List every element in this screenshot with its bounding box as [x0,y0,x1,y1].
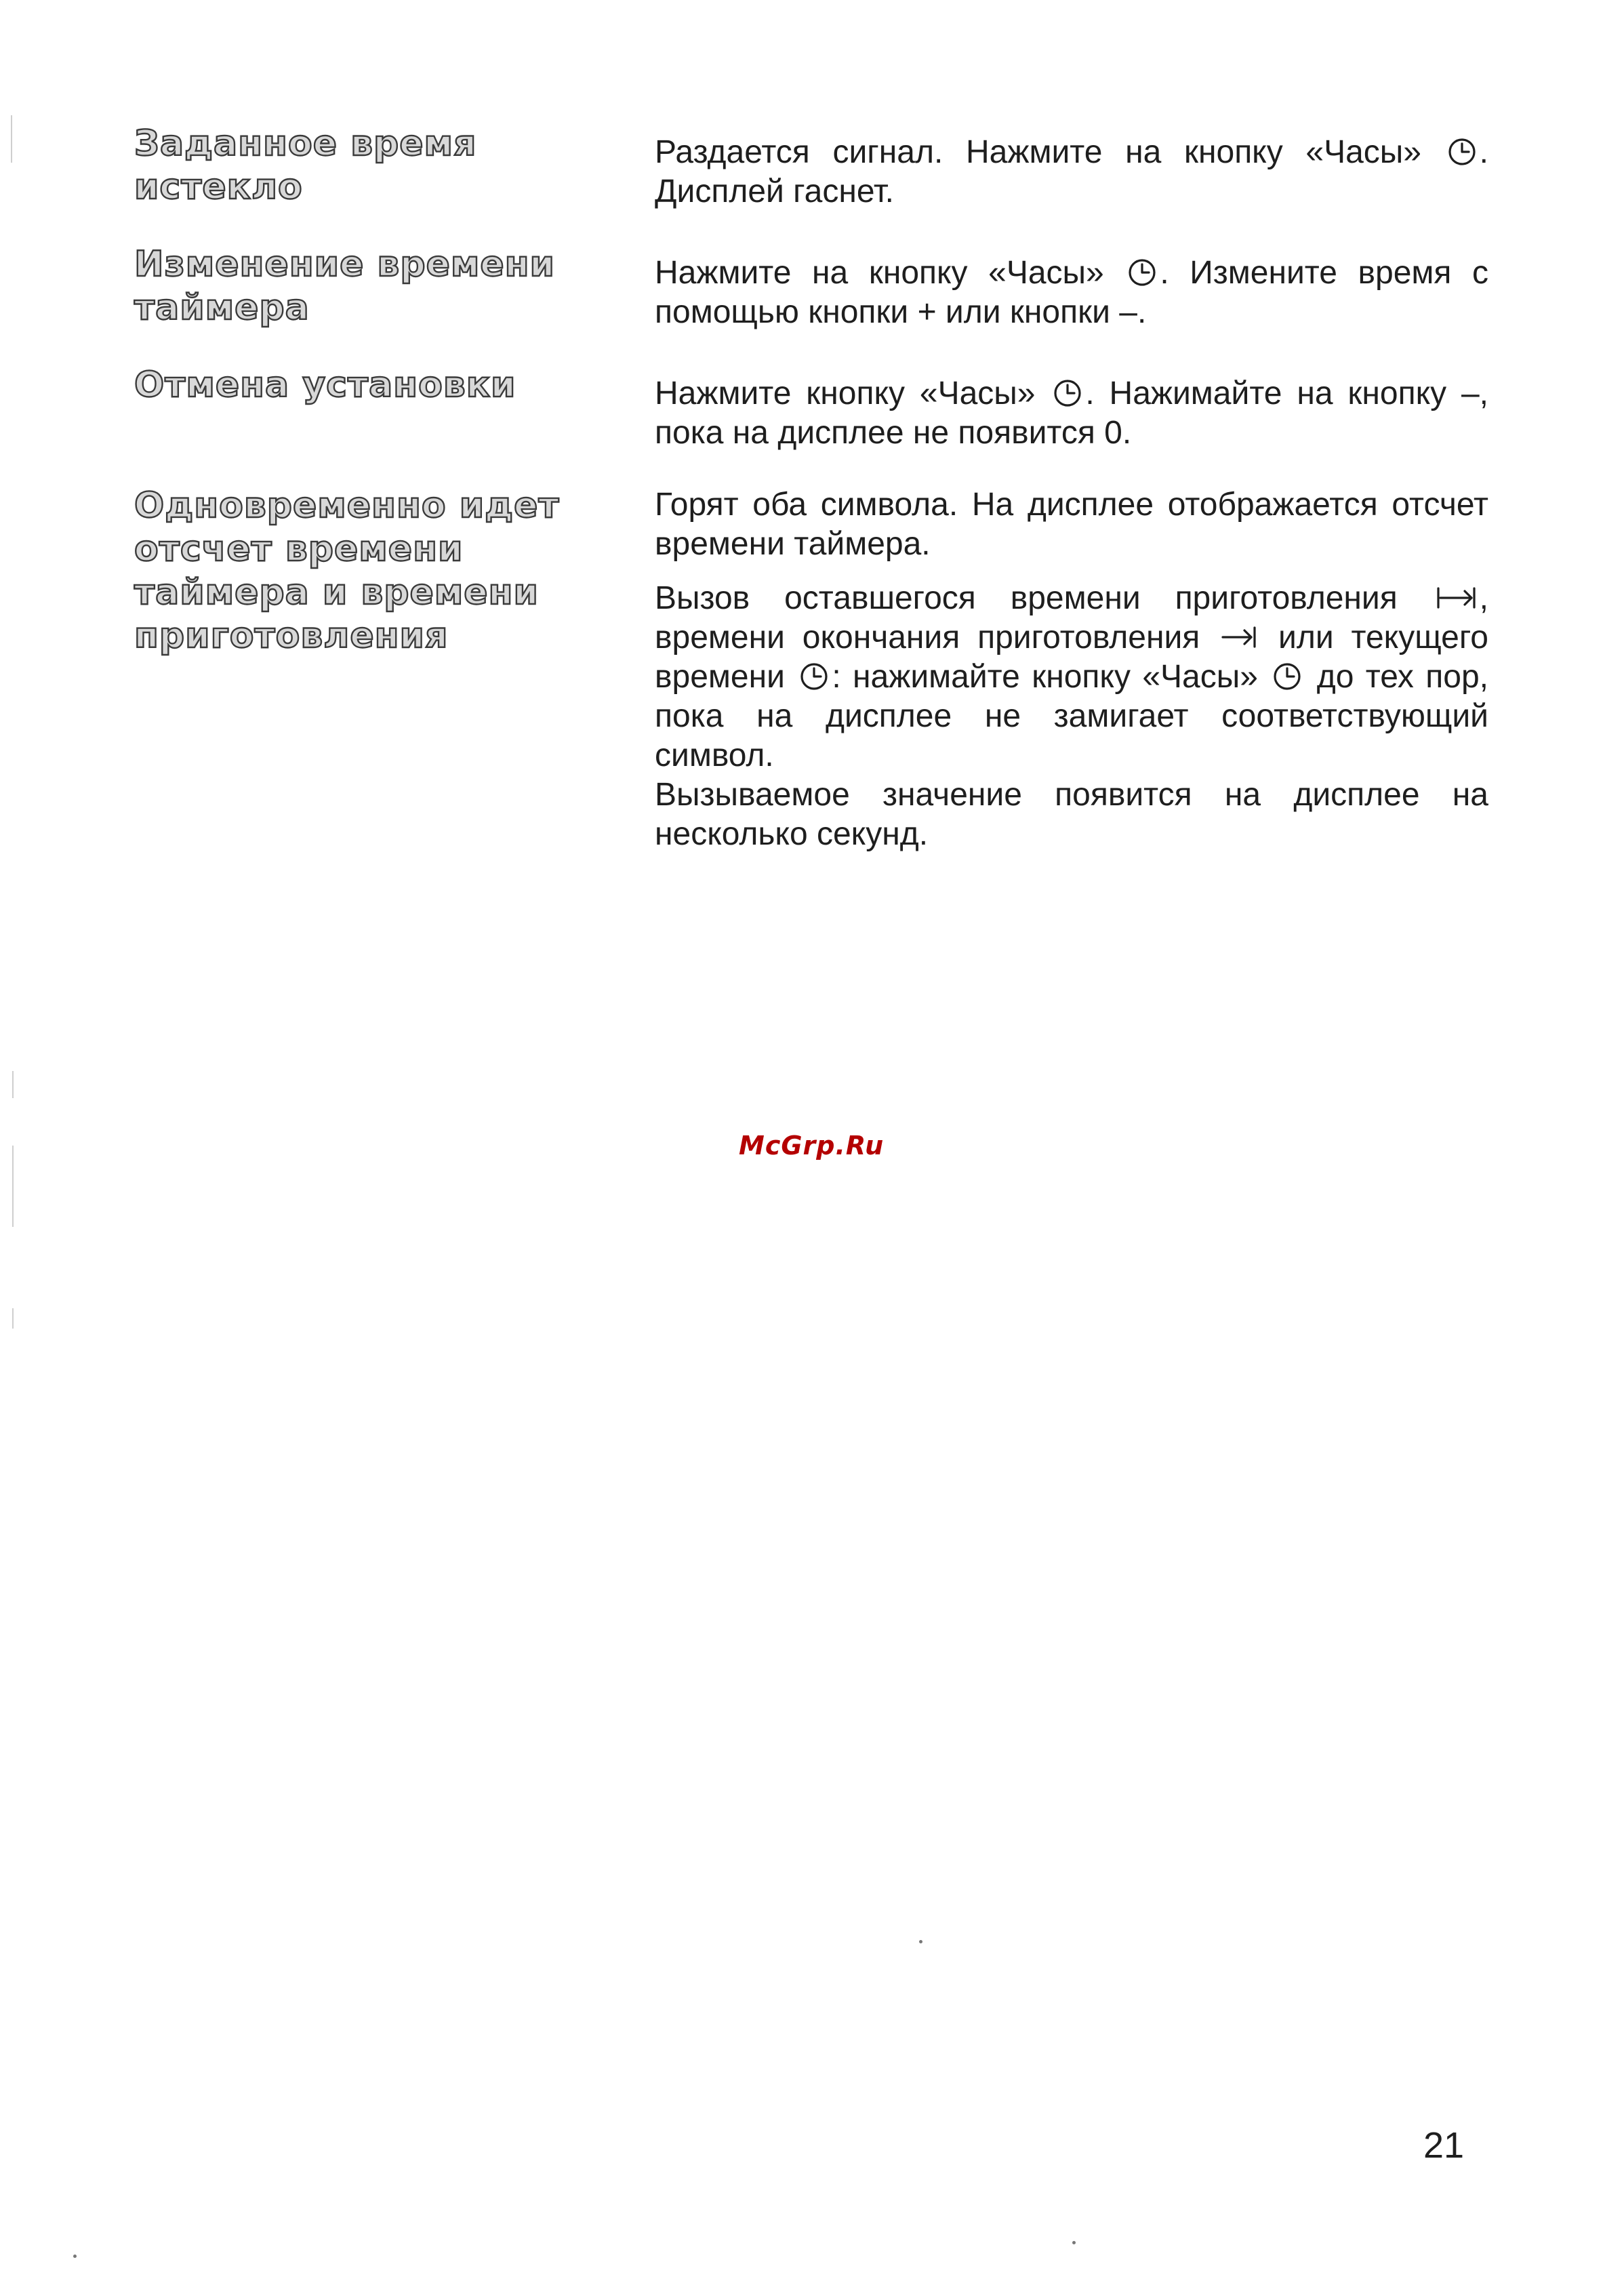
section-heading: Изменение времени таймера [134,244,555,328]
paragraph-text: : нажимайте кнопку «Часы» [832,659,1270,695]
paragraph-text: Вызов оставшегося времени приготовления [655,580,1432,616]
paragraph [655,374,1488,453]
paragraph-text: . Измените время с помощью кнопки + или кнопки –. [655,255,1489,330]
paragraph-text: . Нажимайте на кнопку –, пока на дисплее не появится 0. [655,376,1489,451]
clock-icon [799,662,829,691]
scan-dot [73,2255,77,2258]
section-body [655,485,1488,854]
paragraph-text: Вызываемое значение появится на дисплее на несколько секунд. [655,777,1488,852]
paragraph-text: до тех пор, пока на дисплее не замигает соответствующий символ. [655,659,1489,773]
end-time-icon [1220,622,1258,652]
paragraph-text: . Дисплей гаснет. [655,134,1488,209]
section-heading: Одновременно идет отсчет времени таймера и времени приготовления [134,485,560,656]
paragraph [655,579,1488,775]
paragraph [655,485,1488,564]
paragraph-text: Нажмите кнопку «Часы» [655,376,1051,411]
scan-dot [919,1940,922,1943]
clock-icon [1447,137,1477,167]
section-body [655,133,1488,211]
page-number: 21 [1423,2125,1465,2166]
clock-icon [1127,258,1157,287]
section-heading: Отмена установки [134,365,516,405]
paragraph-text: или текущего времени [655,620,1489,695]
watermark: McGrp.Ru [739,1131,885,1160]
paragraph-text: , времени окончания приготовления [655,580,1488,655]
paragraph-text: Нажмите на кнопку «Часы» [655,255,1125,291]
paragraph [655,133,1488,211]
clock-icon [1272,662,1302,691]
paragraph-text: Горят оба символа. На дисплее отображается отсчет времени таймера. [655,487,1488,562]
scan-mark [12,1071,14,1098]
section-heading: Заданное время истекло [134,123,477,207]
section-body [655,254,1488,332]
duration-icon [1435,583,1477,613]
scan-mark [12,1308,14,1329]
scan-dot [1072,2241,1076,2244]
paragraph [655,254,1488,332]
section-body [655,374,1488,453]
scan-mark [11,115,12,163]
clock-icon [1053,378,1082,408]
paragraph [655,775,1488,854]
paragraph-text: Раздается сигнал. Нажмите на кнопку «Часы» [655,134,1444,170]
scan-mark [12,1146,14,1227]
